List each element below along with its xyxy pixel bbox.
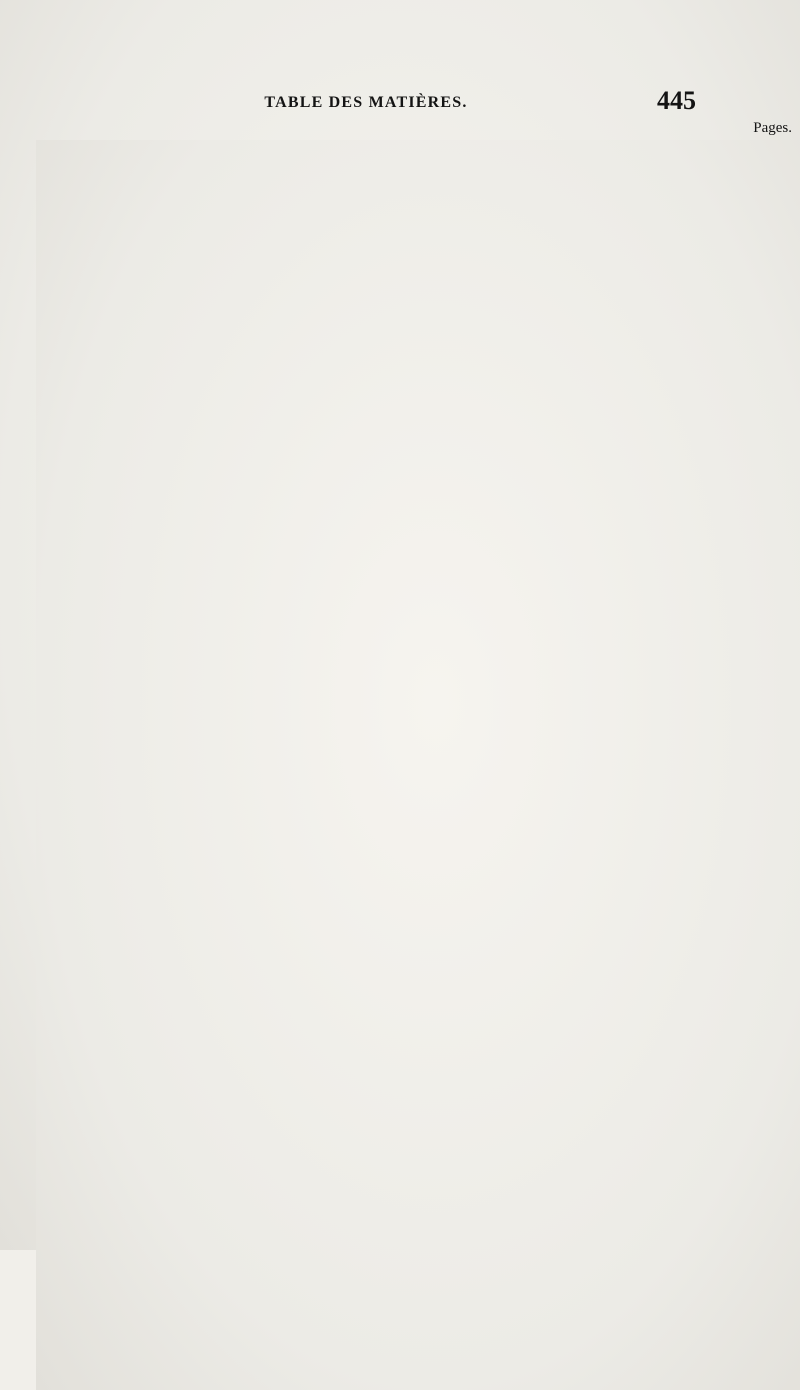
page-number: 445 [657,86,696,115]
table-of-contents [36,140,696,1168]
running-title: TABLE DES MATIÈRES. [264,94,468,111]
pages-column-label: Pages. [753,120,792,136]
running-head [36,86,696,118]
toc-entry [36,1140,696,1168]
entry-page [36,140,800,1390]
